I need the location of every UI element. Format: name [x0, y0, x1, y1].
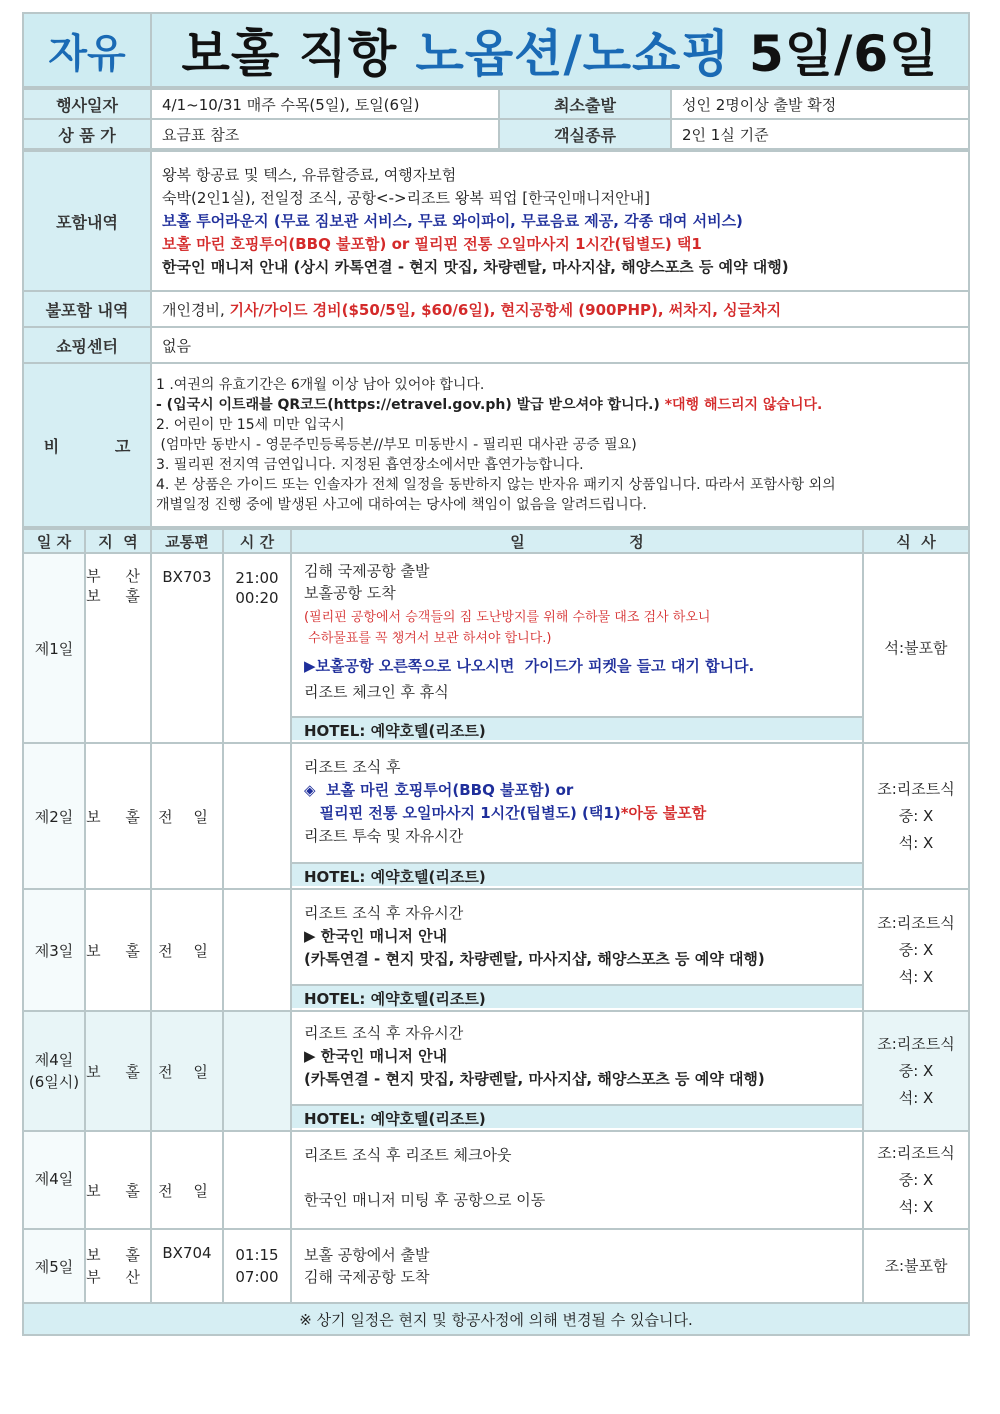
itin-line-2: 한국인 매니저 미팅 후 공항으로 이동 — [304, 1191, 546, 1209]
min-label: 최소출발 — [499, 89, 671, 119]
remark-line-3: 2. 어린이 만 15세 미만 입국시 — [156, 417, 345, 433]
time-line-2: 07:00 — [235, 1268, 279, 1286]
meal — [863, 1011, 969, 1131]
transport: BX703 — [151, 553, 223, 743]
itin-note-1: (필리핀 공항에서 승객들의 짐 도난방지를 위해 수하물 대조 검사 하오니 — [304, 610, 711, 625]
excluded-value — [151, 291, 969, 327]
date-label: 행사일자 — [23, 89, 151, 119]
excluded-part-2: 기사/가이드 경비($50/5일, $60/6일), 현지공항세 (900PHP), 써차지, 싱글차지 — [229, 300, 782, 319]
meal-breakfast: 조:리조트식 — [877, 913, 955, 932]
region-line-1: 보 홀 — [86, 1246, 150, 1264]
region-line-1: 부 산 — [86, 567, 150, 585]
min-value: 성인 2명이상 출발 확정 — [671, 89, 969, 119]
itin-line-2: 보홀공항 도착 — [304, 584, 396, 602]
itin-line-3: (카톡연결 - 현지 맛집, 차량렌탈, 마사지샵, 해양스포츠 등 예약 대행) — [304, 950, 765, 968]
date-value: 4/1~10/31 매주 수목(5일), 토일(6일) — [151, 89, 499, 119]
excluded-label: 불포함 내역 — [23, 291, 151, 327]
table-row — [23, 553, 969, 743]
included-line-5: 한국인 매니저 안내 (상시 카톡연결 - 현지 맛집, 차량렌탈, 마사지샵, 해양스포츠 등 예약 대행) — [162, 257, 789, 276]
room-label: 객실종류 — [499, 119, 671, 149]
title-part-b: 노옵션/노쇼핑 — [415, 25, 731, 83]
region: 보 홀 — [85, 1011, 151, 1131]
itin-line-1: 리조트 조식 후 리조트 체크아웃 — [304, 1146, 512, 1164]
time-line-1: 01:15 — [235, 1246, 279, 1264]
hotel-label: HOTEL: 예약호텔(리조트) — [292, 862, 862, 886]
price-label: 상 품 가 — [23, 119, 151, 149]
itin-line-2: ▶ 한국인 매니저 안내 — [304, 927, 448, 945]
table-row — [23, 889, 969, 1011]
itin-line-3b: *아동 불포함 — [620, 804, 707, 822]
col-region: 지 역 — [85, 529, 151, 553]
table-row — [23, 1229, 969, 1303]
time — [223, 889, 291, 1011]
title-table — [22, 12, 970, 88]
col-time: 시 간 — [223, 529, 291, 553]
hotel-label: HOTEL: 예약호텔(리조트) — [292, 1104, 862, 1128]
itinerary — [291, 889, 863, 1011]
day-label: 제5일 — [23, 1229, 85, 1303]
meal-dinner: 석: X — [898, 1197, 934, 1216]
itin-line-2: ◈ 보홀 마린 호핑투어(BBQ 불포함) or — [304, 781, 574, 799]
transport: 전 일 — [151, 1131, 223, 1229]
itin-line-3a: 필리핀 전통 오일마사지 1시간(팁별도) (택1) — [304, 804, 621, 822]
region — [85, 553, 151, 743]
remark-line-2a: - (입국시 이트래블 QR코드(https://etravel.gov.ph) 발급 받으셔야 합니다.) — [156, 397, 665, 413]
region-line-2: 부 산 — [86, 1268, 150, 1286]
details-table — [22, 150, 970, 528]
itin-line-3: (카톡연결 - 현지 맛집, 차량렌탈, 마사지샵, 해양스포츠 등 예약 대행) — [304, 1070, 765, 1088]
itin-note-2: 수하물표를 꼭 챙겨서 보관 하셔야 합니다.) — [304, 631, 552, 646]
itin-line-1: 김해 국제공항 출발 — [304, 562, 430, 580]
time — [223, 743, 291, 889]
region: 보 홀 — [85, 1131, 151, 1229]
footer-note: ※ 상기 일정은 현지 및 항공사정에 의해 변경될 수 있습니다. — [23, 1303, 969, 1335]
itin-line-2: 김해 국제공항 도착 — [304, 1268, 430, 1286]
excluded-part-1: 개인경비, — [162, 300, 230, 319]
info-table — [22, 88, 970, 150]
remark-line-2 — [156, 395, 964, 415]
transport: BX704 — [151, 1229, 223, 1303]
day-label: 제1일 — [23, 553, 85, 743]
itinerary — [291, 1229, 863, 1303]
time-line-1: 21:00 — [235, 569, 279, 587]
remark-line-6: 4. 본 상품은 가이드 또는 인솔자가 전체 일정을 동반하지 않는 반자유 패키지 상품입니다. 따라서 포함사항 외의 — [156, 477, 836, 493]
itinerary — [291, 1131, 863, 1229]
day-label: 제3일 — [23, 889, 85, 1011]
meal-breakfast: 조:리조트식 — [877, 1034, 955, 1053]
tour-document — [22, 12, 970, 1336]
itin-line-1: 리조트 조식 후 자유시간 — [304, 1024, 464, 1042]
included-line-3: 보홀 투어라운지 (무료 짐보관 서비스, 무료 와이파이, 무료음료 제공, 각종 대여 서비스) — [162, 211, 743, 230]
included-label: 포함내역 — [23, 151, 151, 291]
itin-line-4: 리조트 투숙 및 자유시간 — [304, 827, 464, 845]
table-row — [23, 1011, 969, 1131]
transport: 전 일 — [151, 889, 223, 1011]
col-itinerary: 일 정 — [291, 529, 863, 553]
itin-line-2: ▶ 한국인 매니저 안내 — [304, 1047, 448, 1065]
time-line-2: 00:20 — [235, 589, 279, 607]
meal-lunch: 중: X — [898, 940, 934, 959]
shopping-label: 쇼핑센터 — [23, 327, 151, 363]
shopping-value: 없음 — [151, 327, 969, 363]
itin-line-1: 리조트 조식 후 — [304, 758, 401, 776]
itin-line-1: 리조트 조식 후 자유시간 — [304, 904, 464, 922]
itin-line-1: 보홀 공항에서 출발 — [304, 1246, 430, 1264]
time — [223, 553, 291, 743]
remarks-label: 비 고 — [23, 363, 151, 527]
schedule-table — [22, 528, 970, 1336]
remark-line-7: 개별일정 진행 중에 발생된 사고에 대하여는 당사에 책임이 없음을 알려드립니다. — [156, 497, 647, 513]
time — [223, 1131, 291, 1229]
remark-line-5: 3. 필리핀 전지역 금연입니다. 지정된 흡연장소에서만 흡연가능합니다. — [156, 457, 584, 473]
transport: 전 일 — [151, 1011, 223, 1131]
itin-line-3: ▶보홀공항 오른쪽으로 나오시면 가이드가 피켓을 들고 대기 합니다. — [304, 657, 755, 675]
page-title — [151, 13, 969, 87]
meal-dinner: 석: X — [898, 833, 934, 852]
region-line-2: 보 홀 — [86, 587, 150, 605]
meal-lunch: 중: X — [898, 1170, 934, 1189]
itin-line-4: 리조트 체크인 후 휴식 — [304, 683, 449, 701]
meal — [863, 889, 969, 1011]
day-label: 제2일 — [23, 743, 85, 889]
day-label: 제4일 — [23, 1131, 85, 1229]
region: 보 홀 — [85, 743, 151, 889]
included-list — [151, 151, 969, 291]
hotel-label: HOTEL: 예약호텔(리조트) — [292, 984, 862, 1008]
title-part-a: 보홀 직항 — [181, 25, 416, 83]
title-tag: 자유 — [23, 13, 151, 87]
region: 보 홀 — [85, 889, 151, 1011]
remarks-list — [151, 363, 969, 527]
meal-lunch: 중: X — [898, 806, 934, 825]
table-row — [23, 1131, 969, 1229]
title-part-c: 5일/6일 — [730, 25, 939, 83]
meal-dinner: 석: X — [898, 1088, 934, 1107]
included-line-1: 왕복 항공료 및 텍스, 유류할증료, 여행자보험 — [162, 165, 457, 184]
region — [85, 1229, 151, 1303]
itinerary — [291, 743, 863, 889]
meal: 석:불포함 — [863, 553, 969, 743]
col-transport: 교통편 — [151, 529, 223, 553]
day-label-sub: (6일시) — [28, 1073, 80, 1091]
remark-line-2b: *대행 해드리지 않습니다. — [664, 397, 823, 413]
meal — [863, 743, 969, 889]
meal: 조:불포함 — [863, 1229, 969, 1303]
hotel-label: HOTEL: 예약호텔(리조트) — [292, 716, 862, 740]
meal-lunch: 중: X — [898, 1061, 934, 1080]
itinerary — [291, 1011, 863, 1131]
day-label-main: 제4일 — [34, 1051, 74, 1069]
room-value: 2인 1실 기준 — [671, 119, 969, 149]
time — [223, 1011, 291, 1131]
meal-dinner: 석: X — [898, 967, 934, 986]
col-day: 일 자 — [23, 529, 85, 553]
itinerary — [291, 553, 863, 743]
meal-breakfast: 조:리조트식 — [877, 1143, 955, 1162]
meal-breakfast: 조:리조트식 — [877, 779, 955, 798]
itin-line-3 — [304, 802, 850, 825]
transport: 전 일 — [151, 743, 223, 889]
included-line-4: 보홀 마린 호핑투어(BBQ 불포함) or 필리핀 전통 오일마사지 1시간(팁별도) 택1 — [162, 234, 702, 253]
remark-line-4: (엄마만 동반시 - 영문주민등록등본//부모 미동반시 - 필리핀 대사관 공증 필요) — [156, 437, 637, 453]
price-value: 요금표 참조 — [151, 119, 499, 149]
remark-line-1: 1 .여권의 유효기간은 6개월 이상 남아 있어야 합니다. — [156, 377, 485, 393]
included-line-2: 숙박(2인1실), 전일정 조식, 공항<->리조트 왕복 픽업 [한국인매니저안내] — [162, 188, 650, 207]
meal — [863, 1131, 969, 1229]
time — [223, 1229, 291, 1303]
col-meal: 식 사 — [863, 529, 969, 553]
day-label — [23, 1011, 85, 1131]
table-row — [23, 743, 969, 889]
